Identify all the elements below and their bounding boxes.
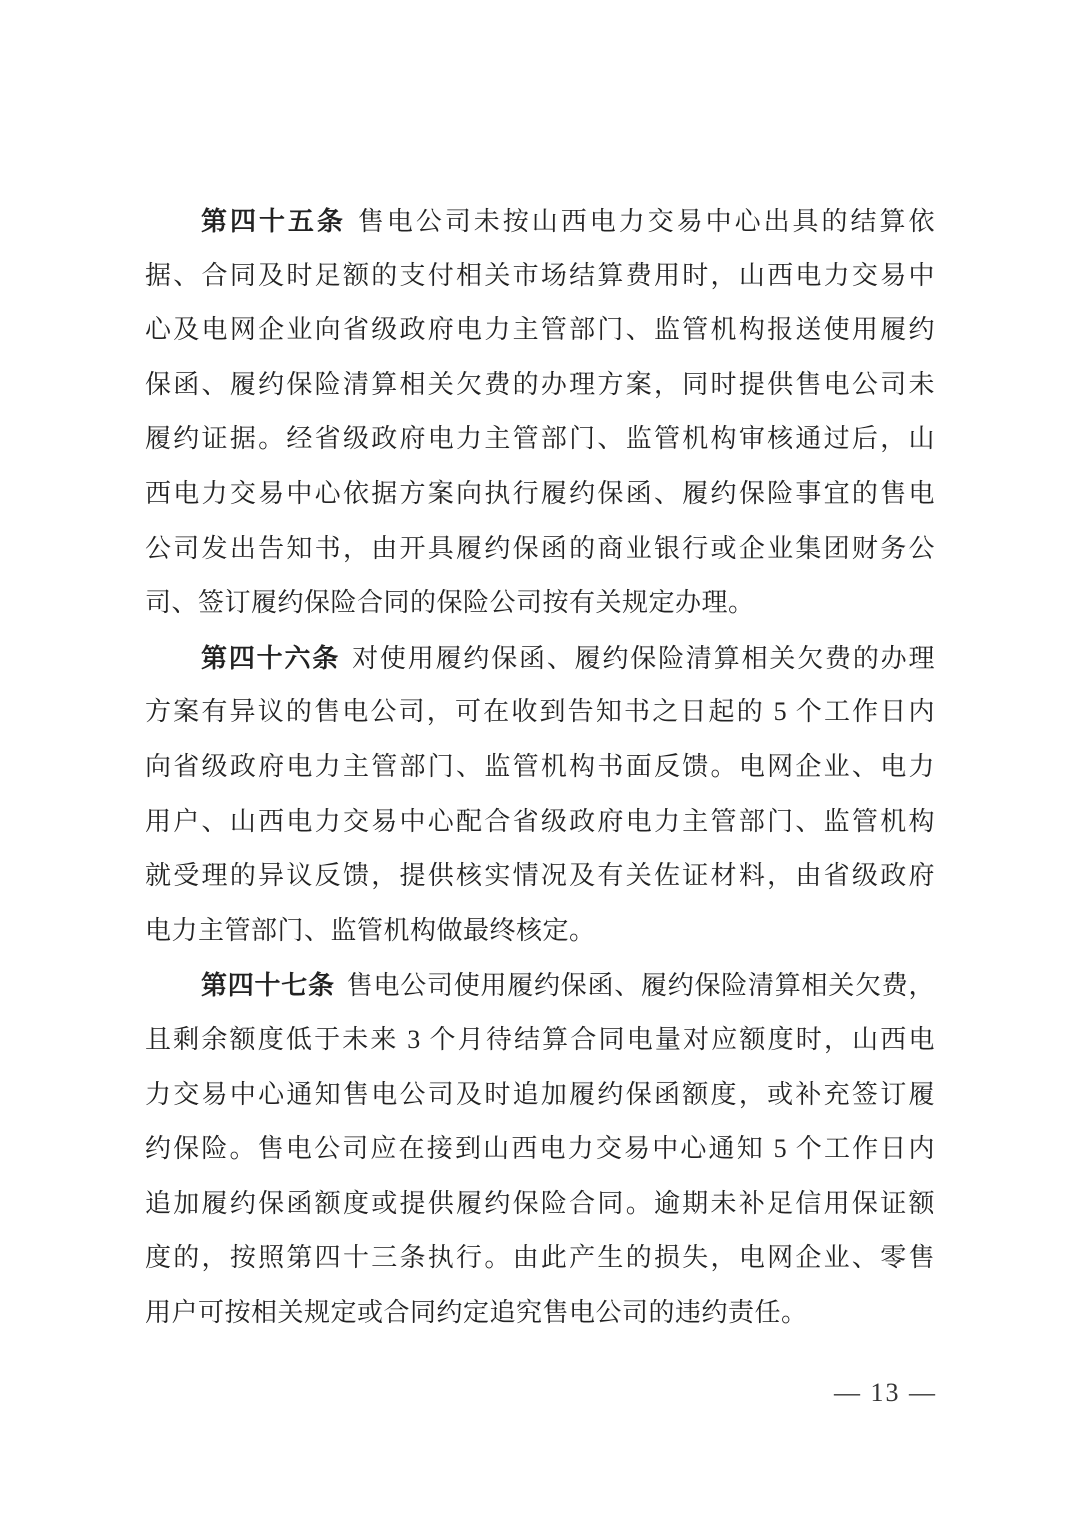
text-line: 力交易中心通知售电公司及时追加履约保函额度，或补充签订履 <box>145 1079 935 1109</box>
text-line: 就受理的异议反馈，提供核实情况及有关佐证材料，由省级政府 <box>145 861 935 891</box>
text-line <box>145 194 935 249</box>
text-line <box>145 631 935 686</box>
article-46 <box>145 631 935 959</box>
text-line: 西电力交易中心依据方案向执行履约保函、履约保险事宜的售电 <box>145 478 935 508</box>
text-line <box>145 958 935 1013</box>
article-number: 第四十五条 <box>201 206 346 236</box>
article-text: 对使用履约保函、履约保险清算相关欠费的办理 <box>352 643 935 673</box>
page-number: — 13 — <box>834 1378 937 1407</box>
text-line: 保函、履约保险清算相关欠费的办理方案，同时提供售电公司未 <box>145 369 935 399</box>
text-line: 度的，按照第四十三条执行。由此产生的损失，电网企业、零售 <box>145 1243 935 1273</box>
article-number: 第四十七条 <box>201 970 335 1001</box>
text-line: 司、签订履约保险合同的保险公司按有关规定办理。 <box>145 588 755 618</box>
article-text: 售电公司使用履约保函、履约保险清算相关欠费， <box>346 971 935 1001</box>
text-line: 用户、山西电力交易中心配合省级政府电力主管部门、监管机构 <box>145 806 935 836</box>
text-line: 方案有异议的售电公司，可在收到告知书之日起的 5 个工作日内 <box>145 697 935 727</box>
text-line: 履约证据。经省级政府电力主管部门、监管机构审核通过后，山 <box>145 424 935 454</box>
document-body <box>145 194 935 1340</box>
text-line: 据、合同及时足额的支付相关市场结算费用时，山西电力交易中 <box>145 260 935 290</box>
text-line: 公司发出告知书，由开具履约保函的商业银行或企业集团财务公 <box>145 533 935 563</box>
text-line: 心及电网企业向省级政府电力主管部门、监管机构报送使用履约 <box>145 315 935 345</box>
page-footer <box>834 1378 937 1408</box>
text-line: 向省级政府电力主管部门、监管机构书面反馈。电网企业、电力 <box>145 751 935 781</box>
text-line: 且剩余额度低于未来 3 个月待结算合同电量对应额度时，山西电 <box>145 1024 935 1054</box>
text-line: 约保险。售电公司应在接到山西电力交易中心通知 5 个工作日内 <box>145 1134 935 1164</box>
article-number: 第四十六条 <box>201 642 341 673</box>
text-line: 用户可按相关规定或合同约定追究售电公司的违约责任。 <box>145 1297 808 1327</box>
article-text: 售电公司未按山西电力交易中心出具的结算依 <box>357 207 935 236</box>
text-line: 追加履约保函额度或提供履约保险合同。逾期未补足信用保证额 <box>145 1188 935 1218</box>
text-line: 电力主管部门、监管机构做最终核定。 <box>145 915 596 945</box>
article-45 <box>145 194 935 631</box>
article-47 <box>145 958 935 1340</box>
